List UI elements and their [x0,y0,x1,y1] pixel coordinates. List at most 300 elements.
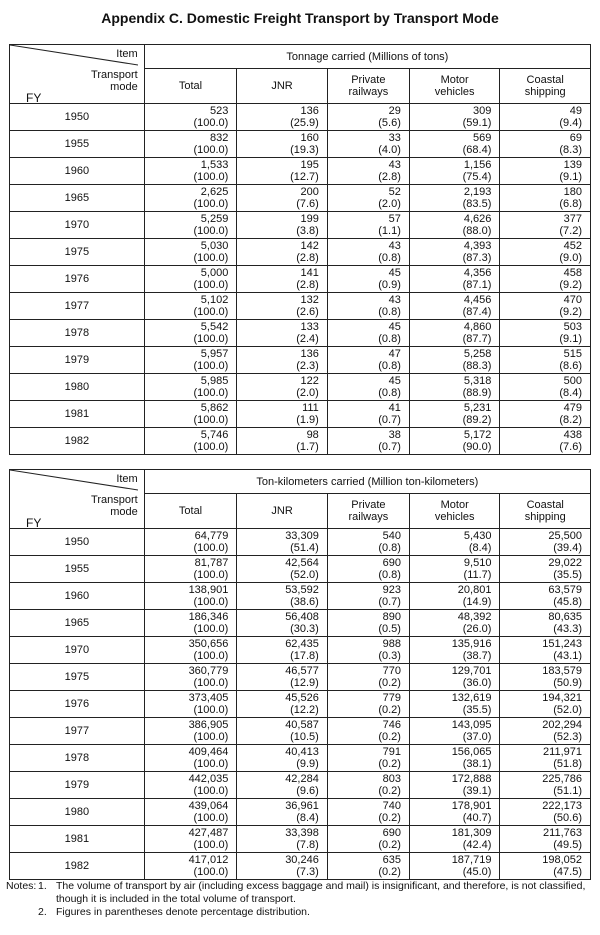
percent: (51.1) [553,785,582,797]
percent: (7.8) [296,839,319,851]
value: 136 [300,348,319,360]
percent: (68.4) [462,144,492,156]
value-cell [409,293,500,320]
value-cell [327,556,409,583]
percent: (1.7) [296,441,319,453]
value-cell [144,374,237,401]
value: 5,259 [200,213,229,225]
value-cell [237,185,328,212]
value-cell [500,131,591,158]
column-header: Motor vehicles [409,69,500,104]
percent: (49.5) [553,839,582,851]
value: 690 [382,557,401,569]
value-cell [327,104,409,131]
percent: (89.2) [462,414,492,426]
value: 45 [388,321,401,333]
value-cell [409,158,500,185]
value: 49 [569,105,582,117]
percent: (1.1) [378,225,401,237]
value: 211,763 [543,827,582,839]
value-cell [237,529,328,556]
percent: (87.7) [462,333,492,345]
value-cell [144,239,237,266]
percent: (2.8) [378,171,401,183]
fy-cell: 1976 [10,691,145,718]
value: 4,456 [463,294,492,306]
value-cell [409,266,500,293]
value: 172,888 [451,773,492,785]
value: 5,231 [463,402,492,414]
value: 33 [388,132,401,144]
value: 211,971 [543,746,582,758]
value: 151,243 [542,638,582,650]
item-label: Item [116,473,138,485]
percent: (0.7) [378,596,401,608]
column-header: Coastal shipping [500,494,591,529]
percent: (3.8) [296,225,319,237]
value-cell [237,212,328,239]
percent: (0.8) [378,252,401,264]
value: 30,246 [285,854,319,866]
table-row [10,239,591,266]
value: 40,413 [285,746,319,758]
value-cell [500,583,591,610]
value: 98 [306,429,319,441]
value: 138,901 [188,584,229,596]
percent: (0.2) [378,758,401,770]
percent: (52.0) [290,569,319,581]
percent: (52.0) [553,704,582,716]
value-cell [327,212,409,239]
fy-cell: 1975 [10,239,145,266]
column-header: Private railways [327,69,409,104]
value: 923 [382,584,401,596]
value: 62,435 [285,638,319,650]
value: 470 [563,294,582,306]
percent: (45.0) [462,866,492,878]
value: 46,577 [285,665,319,677]
value-cell [409,320,500,347]
notes-label: Notes: [6,880,37,892]
percent: (51.4) [290,542,319,554]
percent: (100.0) [193,704,229,716]
fy-cell: 1980 [10,799,145,826]
value: 69 [569,132,582,144]
value: 29 [388,105,401,117]
value-cell [409,745,500,772]
note-1: 1. The volume of transport by air (including excess baggage and mail) is insignificant, and therefore, is not classified, though it is included in the total volume of transport. [38,880,586,905]
table-row [10,691,591,718]
value: 45 [388,375,401,387]
percent: (100.0) [193,677,229,689]
fy-cell: 1975 [10,664,145,691]
table-row [10,772,591,799]
percent: (0.8) [378,306,401,318]
percent: (100.0) [193,596,229,608]
value-cell [144,556,237,583]
value-cell [500,401,591,428]
percent: (8.6) [559,360,582,372]
note-2: 2. Figures in parentheses denote percentage distribution. [38,906,310,918]
ton-km-table [9,469,591,880]
percent: (4.0) [378,144,401,156]
value-cell [237,826,328,853]
value-cell [409,185,500,212]
table-row [10,610,591,637]
fy-cell: 1981 [10,401,145,428]
value-cell [237,293,328,320]
value: 427,487 [188,827,229,839]
value: 5,542 [200,321,229,333]
percent: (0.2) [378,812,401,824]
value-cell [327,293,409,320]
table-row [10,529,591,556]
value: 43 [388,159,401,171]
percent: (7.2) [559,225,582,237]
column-header: Motor vehicles [409,494,500,529]
value-cell [237,239,328,266]
value: 64,779 [194,530,229,542]
percent: (0.2) [378,785,401,797]
value-cell [237,637,328,664]
value-cell [327,266,409,293]
fy-cell: 1978 [10,745,145,772]
percent: (0.2) [378,677,401,689]
percent: (35.5) [553,569,582,581]
table-row [10,401,591,428]
value: 386,905 [188,719,229,731]
value: 181,309 [451,827,492,839]
notes [6,880,594,919]
value-cell [327,185,409,212]
value-cell [144,185,237,212]
value: 33,398 [285,827,319,839]
percent: (17.8) [290,650,319,662]
percent: (9.0) [559,252,582,264]
value: 133 [300,321,319,333]
value: 503 [563,321,582,333]
percent: (38.6) [290,596,319,608]
value-cell [409,104,500,131]
value-cell [144,583,237,610]
value-cell [237,131,328,158]
value: 195 [300,159,319,171]
value-cell [237,691,328,718]
value-cell [500,637,591,664]
percent: (88.9) [462,387,492,399]
percent: (12.2) [290,704,319,716]
value: 373,405 [188,692,229,704]
value-cell [237,556,328,583]
value: 746 [382,719,401,731]
note-1-text: The volume of transport by air (including excess baggage and mail) is insignificant, and therefore, is not classified, though it is included in the total volume of transport. [56,880,586,905]
percent: (6.8) [559,198,582,210]
value-cell [409,826,500,853]
percent: (2.0) [378,198,401,210]
value-cell [144,401,237,428]
table-row [10,664,591,691]
percent: (8.4) [468,542,492,554]
value: 47 [388,348,401,360]
table-row [10,374,591,401]
value: 452 [563,240,582,252]
value: 38 [388,429,401,441]
value-cell [500,428,591,455]
percent: (50.9) [553,677,582,689]
percent: (8.4) [296,812,319,824]
column-header: Private railways [327,494,409,529]
fy-cell: 1965 [10,610,145,637]
value: 183,579 [542,665,582,677]
percent: (100.0) [193,360,229,372]
percent: (2.3) [296,360,319,372]
fy-cell: 1980 [10,374,145,401]
percent: (8.3) [559,144,582,156]
fy-cell: 1976 [10,266,145,293]
value-cell [500,158,591,185]
percent: (0.2) [378,866,401,878]
table-row [10,428,591,455]
percent: (0.5) [378,623,401,635]
value-cell [144,158,237,185]
percent: (47.5) [553,866,582,878]
value-cell [144,799,237,826]
value-cell [409,664,500,691]
value-cell [327,320,409,347]
value-cell [327,374,409,401]
percent: (87.3) [462,252,492,264]
table-row [10,799,591,826]
table-row [10,853,591,880]
percent: (43.1) [553,650,582,662]
value-cell [144,529,237,556]
table-row [10,266,591,293]
value-cell [327,799,409,826]
value-cell [327,664,409,691]
percent: (36.0) [462,677,492,689]
value-cell [500,826,591,853]
value-cell [500,691,591,718]
value-cell [409,212,500,239]
percent: (100.0) [193,225,229,237]
percent: (100.0) [193,623,229,635]
percent: (30.3) [290,623,319,635]
value-cell [409,529,500,556]
header-corner [10,470,145,529]
value-cell [500,293,591,320]
percent: (87.1) [462,279,492,291]
value: 43 [388,240,401,252]
value: 770 [382,665,401,677]
note-2-text: Figures in parentheses denote percentage distribution. [56,906,310,918]
table-row [10,158,591,185]
percent: (9.9) [296,758,319,770]
value: 5,985 [200,375,229,387]
value: 136 [300,105,319,117]
value-cell [409,637,500,664]
value: 5,000 [200,267,229,279]
fy-cell: 1960 [10,158,145,185]
percent: (5.6) [378,117,401,129]
value: 45 [388,267,401,279]
value: 2,193 [463,186,492,198]
value: 56,408 [285,611,319,623]
transport-mode-label: Transport mode [91,494,138,518]
percent: (100.0) [193,414,229,426]
value: 540 [382,530,401,542]
percent: (100.0) [193,117,229,129]
value-cell [327,131,409,158]
percent: (38.1) [462,758,492,770]
table-row [10,347,591,374]
value: 199 [300,213,319,225]
fy-cell: 1978 [10,320,145,347]
value-cell [500,239,591,266]
fy-cell: 1979 [10,772,145,799]
value-cell [237,853,328,880]
percent: (26.0) [462,623,492,635]
fy-cell: 1977 [10,718,145,745]
percent: (25.9) [290,117,319,129]
value-cell [500,853,591,880]
fy-cell: 1950 [10,104,145,131]
value: 42,564 [285,557,319,569]
percent: (8.4) [559,387,582,399]
fy-cell: 1955 [10,131,145,158]
fy-cell: 1955 [10,556,145,583]
value: 200 [300,186,319,198]
value-cell [144,347,237,374]
value-cell [409,347,500,374]
value-cell [327,826,409,853]
value: 690 [382,827,401,839]
value: 479 [563,402,582,414]
value: 4,860 [463,321,492,333]
fy-cell: 1965 [10,185,145,212]
item-label: Item [116,48,138,60]
value-cell [327,401,409,428]
value: 57 [388,213,401,225]
percent: (2.0) [296,387,319,399]
percent: (7.3) [296,866,319,878]
percent: (100.0) [193,198,229,210]
value: 5,957 [200,348,229,360]
percent: (100.0) [193,252,229,264]
value: 409,464 [188,746,229,758]
value: 45,526 [285,692,319,704]
value-cell [327,610,409,637]
column-header: Total [144,494,237,529]
value: 350,656 [188,638,229,650]
percent: (0.2) [378,704,401,716]
value: 2,625 [200,186,229,198]
percent: (11.7) [463,569,492,581]
fy-cell: 1977 [10,293,145,320]
percent: (9.2) [559,306,582,318]
value: 20,801 [457,584,492,596]
value: 141 [300,267,319,279]
value: 1,533 [200,159,229,171]
percent: (2.8) [296,252,319,264]
table-row [10,826,591,853]
value-cell [144,718,237,745]
percent: (100.0) [193,650,229,662]
value-cell [144,853,237,880]
percent: (100.0) [193,441,229,453]
value: 41 [388,402,401,414]
value: 5,318 [463,375,492,387]
percent: (90.0) [462,441,492,453]
value: 1,156 [463,159,492,171]
value-cell [237,320,328,347]
value-cell [144,637,237,664]
value-cell [500,745,591,772]
value: 442,035 [188,773,229,785]
value: 142 [300,240,319,252]
value: 187,719 [451,854,492,866]
value: 803 [382,773,401,785]
value-cell [500,374,591,401]
value-cell [409,428,500,455]
page-title: Appendix C. Domestic Freight Transport by Transport Mode [101,10,499,26]
value-cell [144,320,237,347]
value-cell [237,104,328,131]
value-cell [409,772,500,799]
value: 132 [300,294,319,306]
percent: (100.0) [193,569,229,581]
percent: (88.0) [462,225,492,237]
value: 33,309 [285,530,319,542]
value: 198,052 [542,854,582,866]
value: 5,102 [200,294,229,306]
percent: (12.9) [290,677,319,689]
value: 9,510 [463,557,492,569]
value-cell [327,772,409,799]
fy-cell: 1950 [10,529,145,556]
value-cell [409,131,500,158]
value-cell [144,104,237,131]
value: 178,901 [451,800,492,812]
value-cell [409,853,500,880]
value-cell [237,266,328,293]
percent: (43.3) [553,623,582,635]
value-cell [409,401,500,428]
percent: (87.4) [462,306,492,318]
percent: (2.8) [296,279,319,291]
fy-label: FY [26,516,42,530]
value: 52 [388,186,401,198]
value-cell [327,529,409,556]
value-cell [500,104,591,131]
value-cell [409,691,500,718]
value-cell [237,347,328,374]
value-cell [327,583,409,610]
percent: (9.1) [559,333,582,345]
value-cell [144,691,237,718]
column-header: JNR [237,494,328,529]
percent: (40.7) [462,812,492,824]
fy-cell: 1960 [10,583,145,610]
value: 122 [300,375,319,387]
value: 832 [209,132,229,144]
fy-cell: 1982 [10,428,145,455]
value: 740 [382,800,401,812]
value: 180 [563,186,582,198]
percent: (100.0) [193,144,229,156]
value-cell [237,799,328,826]
percent: (100.0) [193,542,229,554]
value: 29,022 [548,557,582,569]
